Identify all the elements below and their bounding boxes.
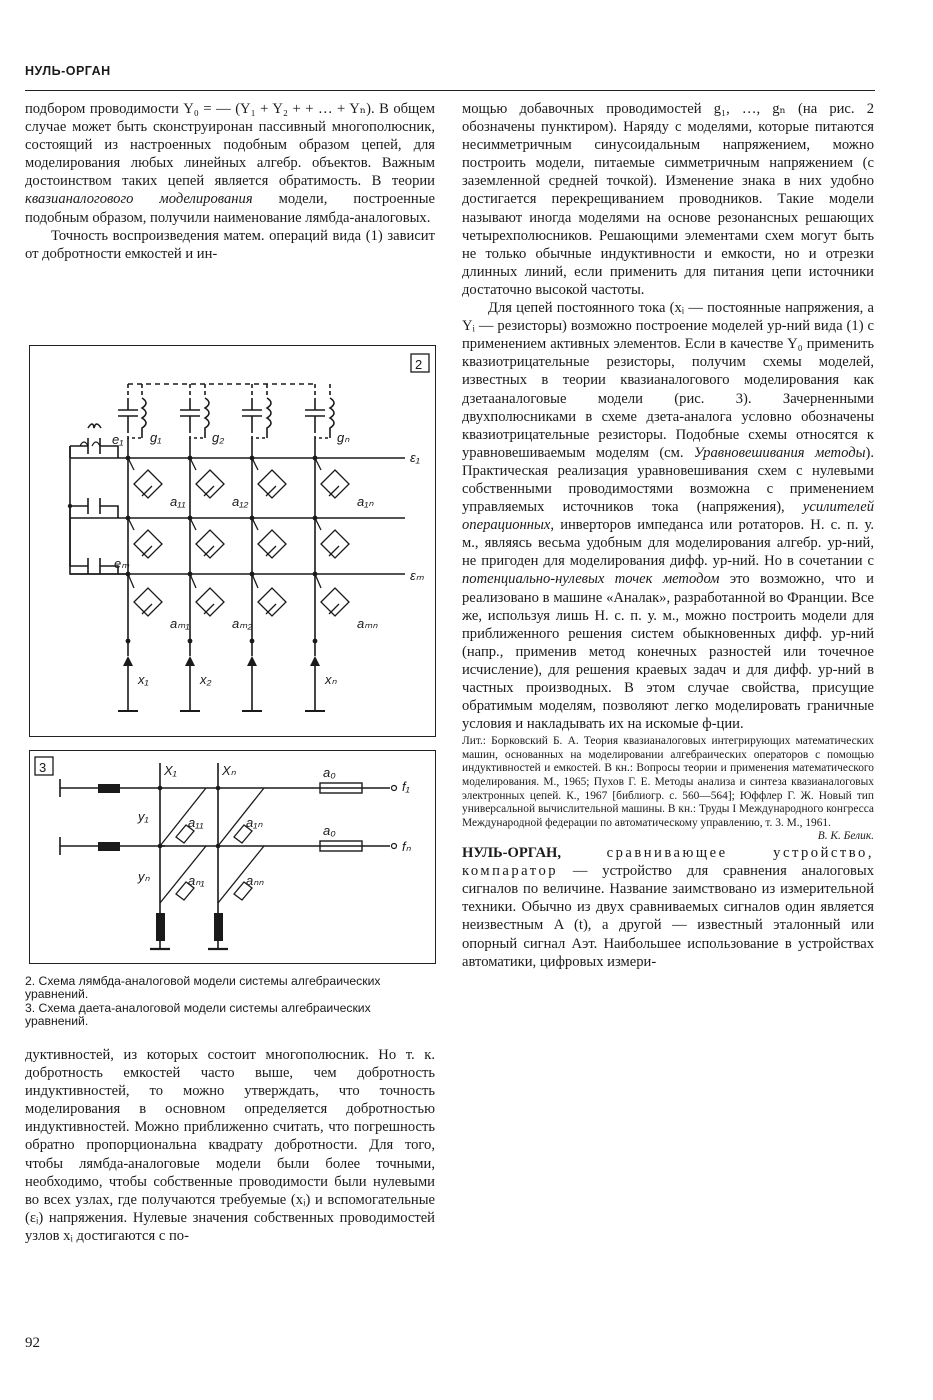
label-e1: e₁ <box>112 432 124 447</box>
italic-term: квазианалогового моделирования <box>25 191 253 208</box>
label-a11: a₁₁ <box>170 494 186 509</box>
caption-figure-3: 3. Схема даета-аналоговой модели системы алгебраических уравнений. <box>25 1000 371 1029</box>
entry-synonyms: сравнивающее устройство, компаратор <box>462 845 874 880</box>
label-a0-bottom: a₀ <box>323 823 336 838</box>
label-amn: aₘₙ <box>357 616 378 631</box>
label-X1: X₁ <box>164 763 177 778</box>
label-eps1: ε₁ <box>410 450 420 465</box>
figure-number: 3 <box>39 760 47 775</box>
text: модели, построенные подобным образом, получили наименование лямбда-аналоговых. <box>25 191 435 226</box>
paragraph: мощью добавочных проводимостей g₁, …, gₙ (на рис. 2 обозначены пунктиром). Наряду с моделями, которые питаются несимметричным синусоидальным напряжением, можно построить модели, питаемые симметричным напряжением (с заземленной средней точкой). Изменение знака в них удобно достигается перекрещиванием проводников. Такие модели называют иногда моделями на основе резонансных решающих четырехполюсников. Решающими элементами схем могут быть не только обычные индуктивности и емкости, но и отрезки длинных линий, если применить для питания цепи источники достаточно высокой частоты. <box>462 101 874 298</box>
paragraph <box>462 299 874 733</box>
entry-headword: НУЛЬ-ОРГАН, <box>462 845 562 862</box>
figure-3 <box>29 750 436 964</box>
label-x1: x₁ <box>138 672 149 687</box>
paragraph: Точность воспроизведения матем. операций вида (1) зависит от добротности емкостей и ин- <box>25 227 435 262</box>
label-a0-top: a₀ <box>323 765 336 780</box>
text: это возможно, что и реализовано в машине «Аналак», разработанной во Франции. Все же, используя лишь Н. с. п. у. м., можно построить модели для приближенного решения систем обыкновенных дифф. ур-ний (напр., применив метод конечных разностей или точечное исчисление), для решения краевых задач и для дифф. ур-ний в частных производных. В этом случае свойства, присущие обратимым моделям, позволяют легко моделировать граничные условия и накладывать их на искомые ф-ции. <box>462 571 874 733</box>
label-f1: f₁ <box>402 779 410 794</box>
label-a11: a₁₁ <box>188 815 204 830</box>
label-a1n: a₁ₙ <box>246 815 263 830</box>
italic-term: усилителей операционных, <box>462 499 874 534</box>
references-text: Лит.: Борковский Б. А. Теория квазианалоговых интегрирующих математических машин, основанных на моделировании алгебраических операторов с помощью индуктивностей и емкостей. В кн.: Вопросы теории и применения математического моделирования. М., 1965; Пухов Г. Е. Методы анализа и синтеза квазианалоговых электронных цепей. К., 1967 [библиогр. с. 560—564]; Юффлер Г. Ж. Новый тип универсальной вычислительной машины. В кн.: Труды I Международного конгресса Международной федерации по автоматическому управлению, т. 3. М., 1961. <box>462 735 874 829</box>
label-Xn: Xₙ <box>222 763 236 778</box>
paragraph <box>25 100 435 227</box>
author-signature: В. К. Белик. <box>817 830 874 843</box>
figure-number: 2 <box>415 357 423 372</box>
literature-references <box>462 735 874 843</box>
figure-2 <box>29 345 436 737</box>
figure-captions <box>25 975 435 1029</box>
label-xn: xₙ <box>325 672 337 687</box>
entry-paragraph <box>462 844 874 971</box>
label-a12: a₁₂ <box>232 494 249 509</box>
text: ). Практическая реализация уравновешивания схем с нулевыми собственными проводимостями возможна с применением управляемых источников тока (напряжения), <box>462 444 874 516</box>
label-am2: aₘ₂ <box>232 616 253 631</box>
label-gn: gₙ <box>337 430 350 445</box>
left-column-top <box>25 100 435 263</box>
label-ann: aₙₙ <box>246 873 264 888</box>
zeta-analog-schematic <box>30 751 435 963</box>
label-em: eₘ <box>114 556 130 571</box>
label-g1: g₁ <box>150 430 162 445</box>
page-number: 92 <box>25 1335 40 1351</box>
label-yn: yₙ <box>138 869 150 884</box>
entry-text: — устройство для сравнения аналоговых сигналов по величине. Название заимствовано из измерительной техники. Обычно из двух сравниваемых сигналов один является неизвестным A (t), а другой — известный эталонный или опорный сигнал Aэт. Наибольшее использование в устройствах автоматики, цифровых измери- <box>462 863 874 970</box>
right-column <box>462 100 874 971</box>
text: Для цепей постоянного тока (xᵢ — постоянные напряжения, а Yᵢ — резисторы) возможно построение моделей ур-ний вида (1) с применением активных элементов. Если в качестве Y₀ применить квазиотрицательные резисторы, получим схемы моделей, известных в теории квазианалогового моделирования как дзетааналоговые модели (рис. 3). Зачерненными двухполюсниками в схеме дзета-аналога условно обозначены квазиотрицательные резисторы. Подобные схемы относятся к уравновешиваемым моделям (см. <box>462 300 874 461</box>
label-x2: x₂ <box>200 672 212 687</box>
caption-figure-2: 2. Схема лямбда-аналоговой модели системы алгебраических уравнений. <box>25 974 381 1002</box>
label-fn: fₙ <box>402 839 411 854</box>
label-epsm: εₘ <box>410 568 424 583</box>
italic-term: потенциально-нулевых точек методом <box>462 571 720 588</box>
italic-term: Уравновешивания методы <box>693 444 866 461</box>
label-am1: aₘ₁ <box>170 616 190 631</box>
lambda-analog-schematic <box>30 346 435 736</box>
label-an1: aₙ₁ <box>188 873 205 888</box>
label-a1n: a₁ₙ <box>357 494 374 509</box>
text: подбором проводимости Y₀ = — (Y₁ + Y₂ + + … + Yₙ). В общем случае может быть сконструиронан пассивный многополюсник, состоящий из настроенных подобным образом цепей, для моделирования любых линейных алгебр. объектов. Важным достоинством таких цепей является обратимость. В теории <box>25 101 435 190</box>
label-y1: y₁ <box>138 809 149 824</box>
left-column-bottom <box>25 1046 435 1245</box>
header-rule <box>25 90 875 91</box>
text: инверторов импеданса или ротаторов. Н. с. п. у. м., являясь весьма удобным для моделирования алгебр. ур-ний, не пригоден для моделирования дифф. ур-ний. Но в сочетании с <box>462 517 874 570</box>
label-g2: g₂ <box>212 430 225 445</box>
paragraph: дуктивностей, из которых состоит многополюсник. Но т. к. добротность емкостей часто выше, чем добротность индуктивностей, то можно утверждать, что точность моделирования в основном определяется добротностью индуктивностей. Можно приближенно считать, что погрешность обратно пропорциональна квадрату добротности. Для того, чтобы лямбда-аналоговые модели были более точными, необходимо, чтобы собственные проводимости были нулевыми во всех узлах, где получаются требуемые (xᵢ) и вспомогательные (εᵢ) напряжения. Нулевые значения собственных проводимостей узлов xᵢ достигаются с по- <box>25 1047 435 1244</box>
running-head: НУЛЬ-ОРГАН <box>25 64 111 78</box>
